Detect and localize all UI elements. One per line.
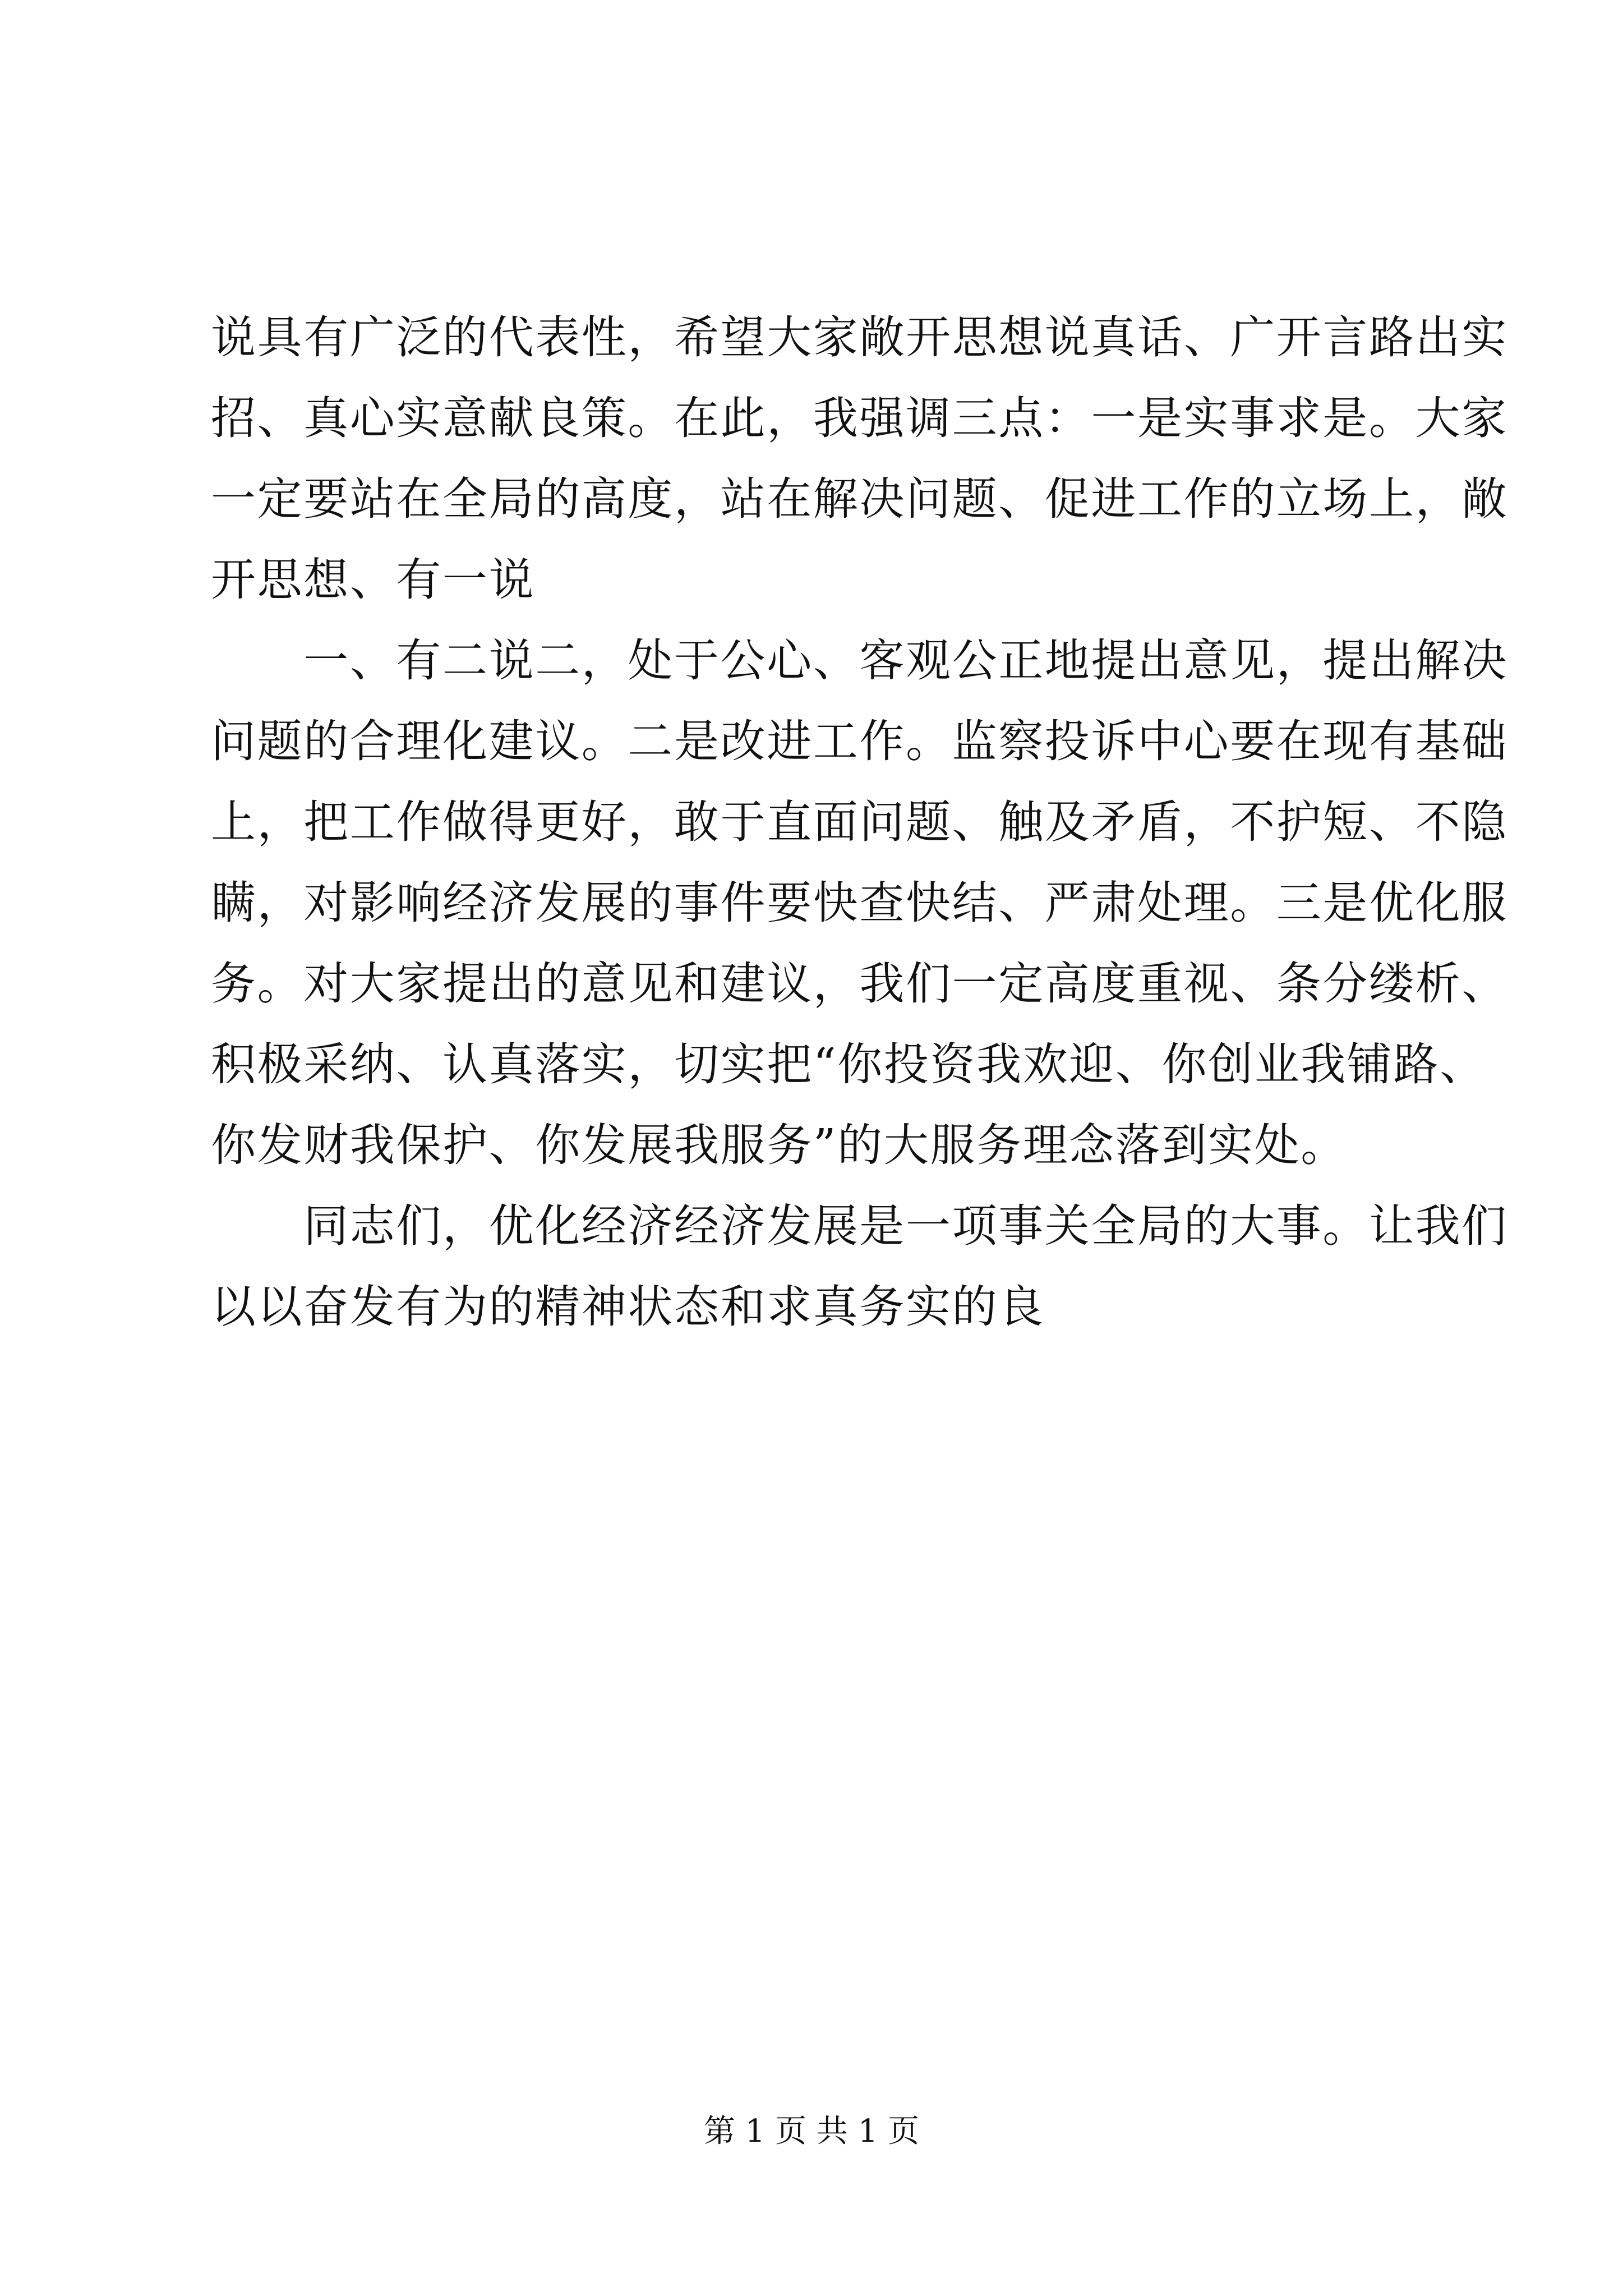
text-line: 务。对大家提出的意见和建议，我们一定高度重视、条分缕析、 xyxy=(211,958,1508,1010)
page-number-label: 第 1 页 共 1 页 xyxy=(703,2113,920,2150)
text-line: 你发财我保护、你发展我服务”的大服务理念落到实处。 xyxy=(211,1119,1347,1171)
text-line: 上，把工作做得更好，敢于直面问题、触及矛盾，不护短、不隐 xyxy=(211,796,1508,848)
text-line: 以以奋发有为的精神状态和求真务实的良 xyxy=(211,1281,1045,1333)
text-line: 开思想、有一说 xyxy=(211,554,536,606)
text-line: 积极采纳、认真落实，切实把“你投资我欢迎、你创业我铺路、 xyxy=(211,1038,1486,1091)
text-line: 一定要站在全局的高度，站在解决问题、促进工作的立场上，敞 xyxy=(211,473,1508,525)
text-line: 瞒，对影响经济发展的事件要快查快结、严肃处理。三是优化服 xyxy=(211,877,1508,929)
text-line: 同志们，优化经济经济发展是一项事关全局的大事。让我们 xyxy=(211,1200,1508,1252)
body-text xyxy=(211,297,1508,1347)
page-footer xyxy=(0,2109,1623,2154)
text-line: 一、有二说二，处于公心、客观公正地提出意见，提出解决 xyxy=(211,634,1508,687)
text-line: 招、真心实意献良策。在此，我强调三点：一是实事求是。大家 xyxy=(211,392,1508,444)
text-line: 问题的合理化建议。二是改进工作。监察投诉中心要在现有基础 xyxy=(211,715,1508,767)
text-line: 说具有广泛的代表性，希望大家敞开思想说真话、广开言路出实 xyxy=(211,311,1508,364)
